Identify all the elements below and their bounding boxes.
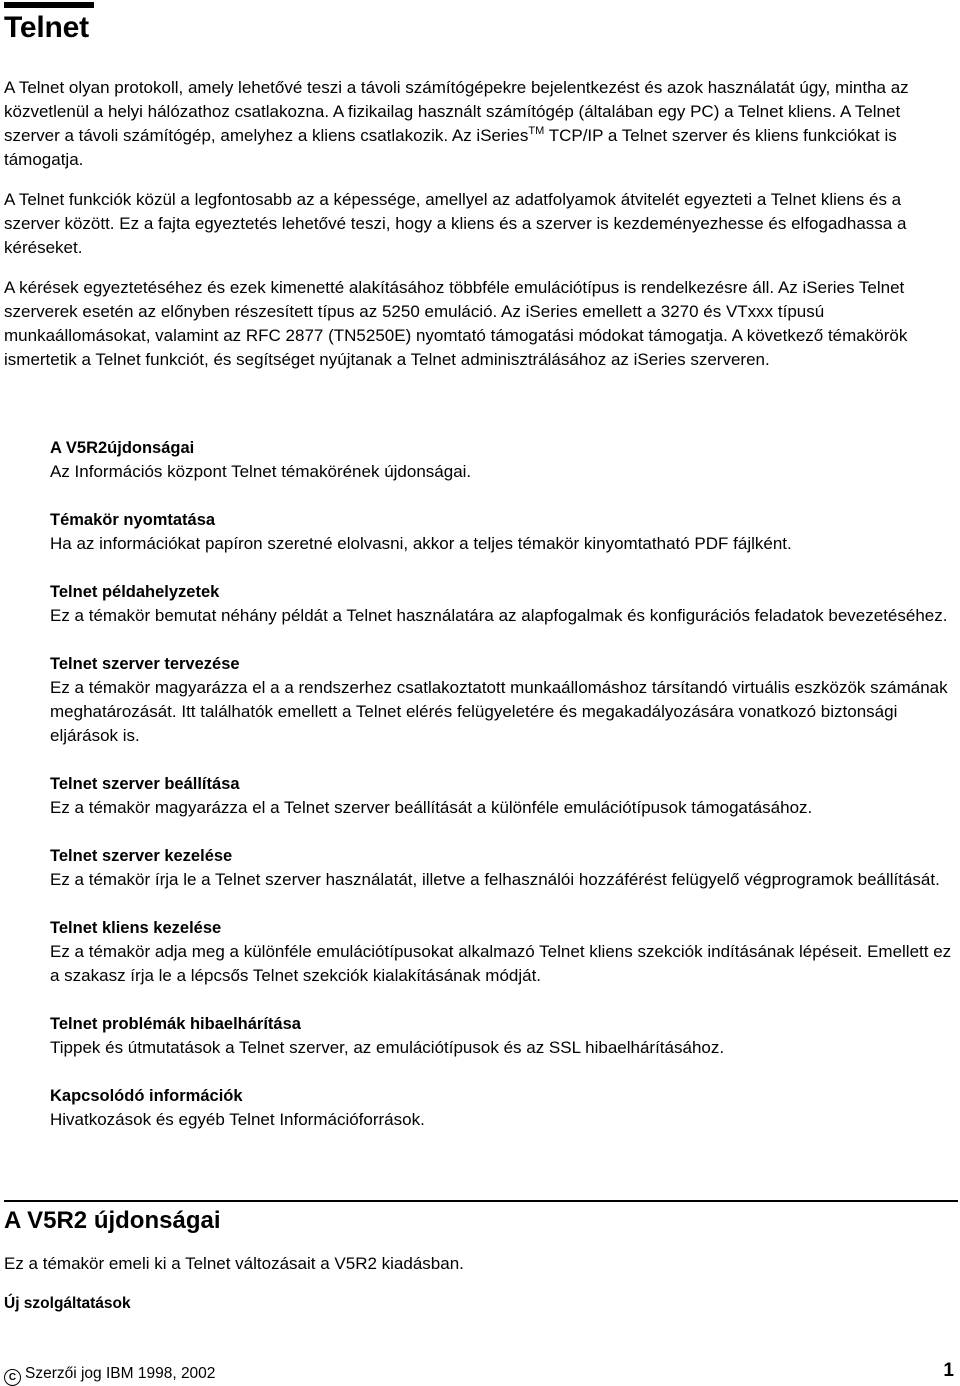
topic-link-manage-client[interactable]: Telnet kliens kezelése — [50, 919, 222, 937]
section-heading: A V5R2 újdonságai — [4, 1207, 221, 1234]
list-item — [50, 772, 958, 820]
list-item — [50, 844, 958, 892]
list-item — [50, 916, 958, 988]
page-title: Telnet — [4, 11, 89, 44]
list-item — [50, 1012, 958, 1060]
intro-paragraph-3: A kérések egyeztetéséhez és ezek kimenetté alakításához többféle emulációtípus is rendelkezésre áll. Az iSeries Telnet szerverek esetén az előnyben részesített típus az 5250 emuláció. Az iSeries emellett a 3270 és VTxxx típusú munkaállomásokat, valamint az RFC 2877 (TN5250E) nyomtató támogatási módokat támogatja. A következő témakörök ismertetik a Telnet funkciót, és segítséget nyújtanak a Telnet adminisztrálásához az iSeries szerveren. — [4, 278, 908, 369]
section-divider — [4, 1200, 958, 1202]
topic-link-related-info[interactable]: Kapcsolódó információk — [50, 1087, 243, 1105]
topic-link-description: Ez a témakör adja meg a különféle emulációtípusokat alkalmazó Telnet kliens szekciók indításának lépéseit. Emellett ez a szakasz írja le a lépcsős Telnet szekciók kialakításának módját. — [50, 942, 952, 985]
page-number: 1 — [943, 1360, 954, 1381]
trademark-superscript: TM — [528, 125, 545, 137]
intro-paragraph-2: A Telnet funkciók közül a legfontosabb az a képessége, amellyel az adatfolyamok átvitelét egyezteti a Telnet kliens és a szerver között. Ez a fajta egyeztetés lehetővé teszi, hogy a kliens és a szerver is kezdeményezhesse és elfogadhassa a kéréseket. — [4, 190, 907, 257]
list-item — [50, 1084, 958, 1132]
topic-link-manage-server[interactable]: Telnet szerver kezelése — [50, 847, 233, 865]
topic-link-description: Ez a témakör magyarázza el a a rendszerhez csatlakoztatott munkaállomáshoz társítandó virtuális eszközök számának meghatározását. Itt találhatók emellett a Telnet elérés felügyeletére és megakadályozására vonatkozó biztonsági eljárások is. — [50, 678, 948, 745]
list-item — [50, 580, 958, 628]
intro-paragraph-1 — [4, 76, 958, 172]
list-item — [50, 436, 958, 484]
topic-link-scenarios[interactable]: Telnet példahelyzetek — [50, 583, 220, 601]
topic-link-whats-new[interactable]: A V5R2újdonságai — [50, 439, 195, 457]
title-top-rule — [4, 2, 94, 8]
intro-section — [4, 76, 958, 388]
subsection-heading: Új szolgáltatások — [4, 1295, 131, 1312]
topic-link-description: Ez a témakör írja le a Telnet szerver használatát, illetve a felhasználói hozzáférést felügyelő végprogramok beállítását. — [50, 870, 940, 889]
topic-link-description: Hivatkozások és egyéb Telnet Információforrások. — [50, 1110, 425, 1129]
topic-link-description: Az Információs központ Telnet témakörének újdonságai. — [50, 462, 472, 481]
topic-link-configure-server[interactable]: Telnet szerver beállítása — [50, 775, 240, 793]
list-item — [50, 652, 958, 748]
topic-link-list — [50, 436, 958, 1156]
topic-link-description: Ez a témakör bemutat néhány példát a Telnet használatára az alapfogalmak és konfigurációs feladatok bevezetéséhez. — [50, 606, 948, 625]
copyright-text: Szerzői jog IBM 1998, 2002 — [25, 1365, 216, 1382]
intro-paragraph-1-text-b: TCP/IP a Telnet szerver és kliens funkciókat is támogatja. — [4, 126, 897, 169]
copyright-icon: C — [4, 1369, 21, 1386]
topic-link-plan-server[interactable]: Telnet szerver tervezése — [50, 655, 240, 673]
intro-paragraph-1-text-a: A Telnet olyan protokoll, amely lehetővé teszi a távoli számítógépekre bejelentkezést és azok használatát úgy, mintha az közvetlenül a helyi hálózathoz csatlakozna. A fizikailag használt számítógép (általában egy PC) a Telnet kliens. A Telnet szerver a távoli számítógép, amelyhez a kliens csatlakozik. Az iSeries — [4, 78, 909, 145]
topic-link-print-topic[interactable]: Témakör nyomtatása — [50, 511, 216, 529]
topic-link-troubleshooting[interactable]: Telnet problémák hibaelhárítása — [50, 1015, 301, 1033]
topic-link-description: Tippek és útmutatások a Telnet szerver, az emulációtípusok és az SSL hibaelhárításához. — [50, 1038, 725, 1057]
footer-copyright — [4, 1363, 215, 1386]
topic-link-description: Ez a témakör magyarázza el a Telnet szerver beállítását a különféle emulációtípusok támogatásához. — [50, 798, 813, 817]
topic-link-description: Ha az információkat papíron szeretné elolvasni, akkor a teljes témakör kinyomtatható PDF fájlként. — [50, 534, 792, 553]
section-intro-text: Ez a témakör emeli ki a Telnet változásait a V5R2 kiadásban. — [4, 1254, 464, 1273]
list-item — [50, 508, 958, 556]
